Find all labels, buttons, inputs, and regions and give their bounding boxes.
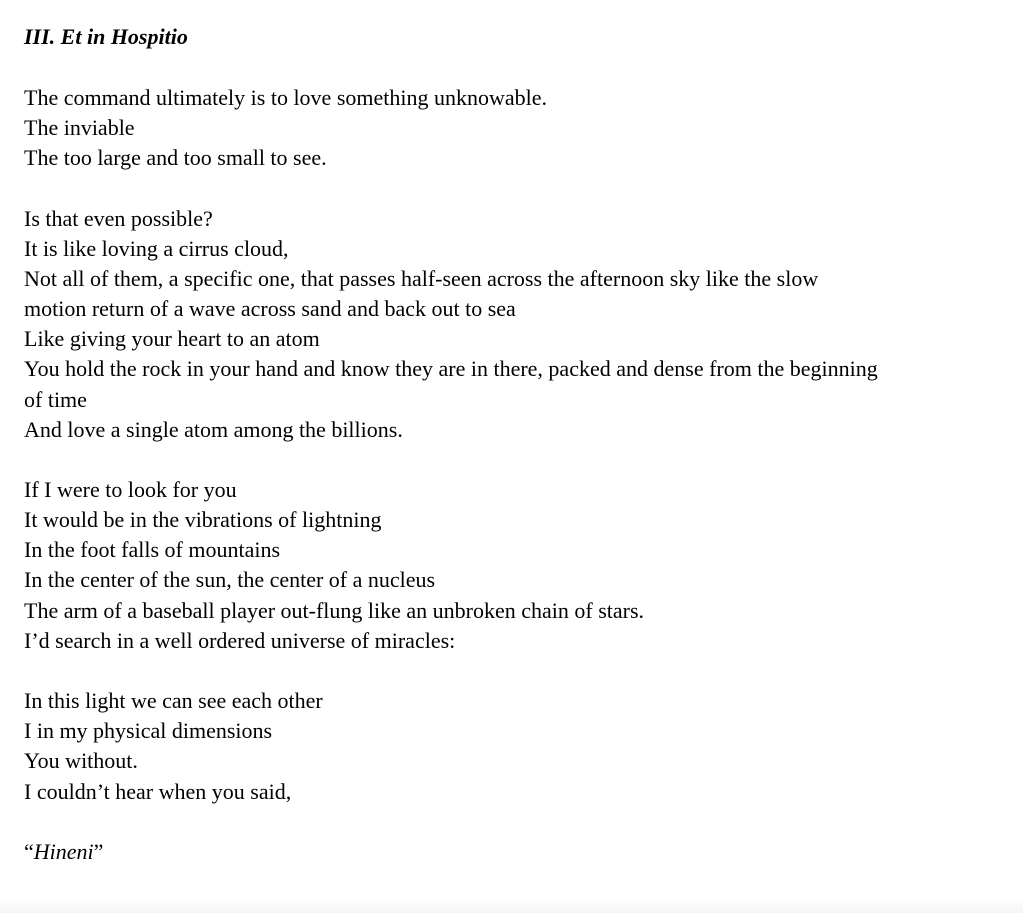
poem-title: III. Et in Hospitio <box>24 24 188 49</box>
hineni-word: Hineni <box>33 838 94 864</box>
poem-line: Is that even possible? <box>24 205 213 231</box>
poem-line: It is like loving a cirrus cloud, <box>24 235 289 261</box>
poem-line: You without. <box>24 748 138 774</box>
poem-line: And love a single atom among the billions. <box>24 416 403 442</box>
stanza-2 <box>24 204 999 445</box>
poem-line: In the foot falls of mountains <box>24 537 281 563</box>
poem-line: motion return of a wave across sand and back out to sea <box>24 296 516 322</box>
poem-line: In the center of the sun, the center of a nucleus <box>24 567 436 593</box>
poem-line: The arm of a baseball player out-flung like an unbroken chain of stars. <box>24 597 645 623</box>
stanza-1 <box>24 83 999 173</box>
poem-line: Like giving your heart to an atom <box>24 326 320 352</box>
poem-line: of time <box>24 386 87 412</box>
close-quote: ” <box>93 838 104 864</box>
stanza-3 <box>24 475 999 656</box>
poem-line: If I were to look for you <box>24 477 237 502</box>
poem-line: I in my physical dimensions <box>24 718 273 744</box>
closing-line <box>24 837 999 867</box>
poem-line: I couldn’t hear when you said, <box>24 778 292 804</box>
poem-line: In this light we can see each other <box>24 688 323 714</box>
poem-line: The too large and too small to see. <box>24 145 327 171</box>
stanza-4 <box>24 686 999 807</box>
poem-line: I’d search in a well ordered universe of miracles: <box>24 627 456 653</box>
poem-line: Not all of them, a specific one, that passes half-seen across the afternoon sky like the slow <box>24 265 819 291</box>
open-quote: “ <box>24 838 34 864</box>
closing-stanza <box>24 837 999 867</box>
poem-line: The command ultimately is to love something unknowable. <box>24 85 548 110</box>
poem-line: It would be in the vibrations of lightning <box>24 507 382 533</box>
page-bottom-shadow <box>0 899 1023 913</box>
poem-body <box>24 83 999 897</box>
poem-line: The inviable <box>24 115 135 141</box>
poem-line: You hold the rock in your hand and know they are in there, packed and dense from the beginning <box>24 356 878 382</box>
